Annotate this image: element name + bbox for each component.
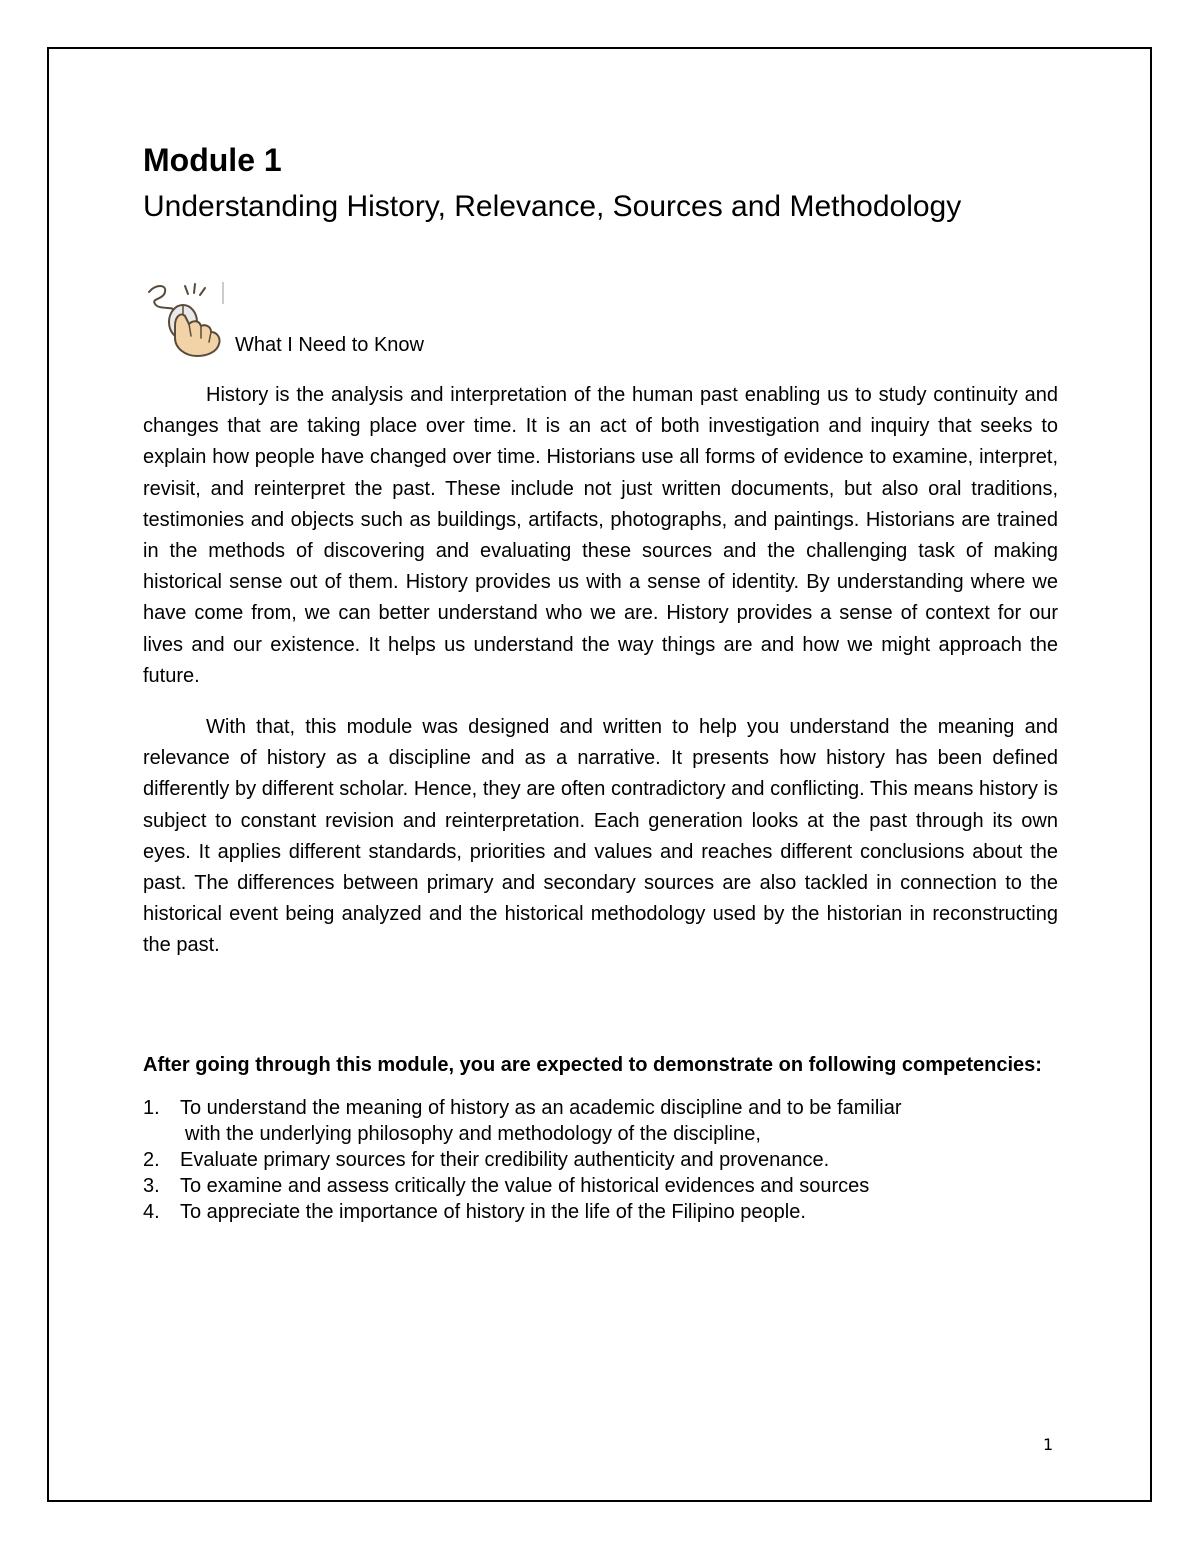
hand-pointer-click-icon	[145, 280, 229, 358]
list-item-text-continued: with the underlying philosophy and methodology of the discipline,	[185, 1122, 761, 1145]
document-content	[143, 140, 1058, 1225]
module-overview-paragraph: With that, this module was designed and written to help you understand the meaning and relevance of history as a discipline and as a narrative. It presents how history has been defined differently by different scholar. Hence, they are often contradictory and conflicting. This means history is subject to constant revision and reinterpretation. Each generation looks at the past through its own eyes. It applies different standards, priorities and values and reaches different conclusions about the past. The differences between primary and secondary sources are also tackled in connection to the historical event being analyzed and the historical methodology used by the historian in reconstructing the past.	[143, 716, 1058, 957]
page-number: 1	[1043, 1435, 1054, 1454]
competencies-heading: After going through this module, you are expected to demonstrate on following competencies:	[143, 1053, 1042, 1076]
list-item-number: 4.	[143, 1200, 160, 1223]
list-item-number: 3.	[143, 1174, 160, 1197]
list-item	[143, 1095, 1058, 1147]
list-item	[143, 1199, 1058, 1225]
list-item-number: 1.	[143, 1096, 160, 1119]
section-label: What I Need to Know	[235, 334, 424, 356]
module-subtitle: Understanding History, Relevance, Sources and Methodology	[143, 190, 962, 223]
list-item	[143, 1173, 1058, 1199]
list-item	[143, 1147, 1058, 1173]
list-item-text: Evaluate primary sources for their credibility authenticity and provenance.	[180, 1148, 830, 1171]
section-header	[143, 280, 1058, 360]
list-item-text: To understand the meaning of history as an academic discipline and to be familiar	[180, 1096, 902, 1119]
module-title: Module 1	[143, 142, 282, 178]
list-item-text: To examine and assess critically the value of historical evidences and sources	[180, 1174, 870, 1197]
competencies-list	[143, 1095, 1058, 1225]
intro-paragraph: History is the analysis and interpretation of the human past enabling us to study continuity and changes that are taking place over time. It is an act of both investigation and inquiry that seeks to explain how people have changed over time. Historians use all forms of evidence to examine, interpret, revisit, and reinterpret the past. These include not just written documents, but also oral traditions, testimonies and objects such as buildings, artifacts, photographs, and paintings. Historians are trained in the methods of discovering and evaluating these sources and the challenging task of making historical sense out of them. History provides us with a sense of identity. By understanding where we have come from, we can better understand who we are. History provides a sense of context for our lives and our existence. It helps us understand the way things are and how we might approach the future.	[143, 384, 1058, 687]
list-item-number: 2.	[143, 1148, 160, 1171]
list-item-text: To appreciate the importance of history in the life of the Filipino people.	[180, 1200, 806, 1223]
